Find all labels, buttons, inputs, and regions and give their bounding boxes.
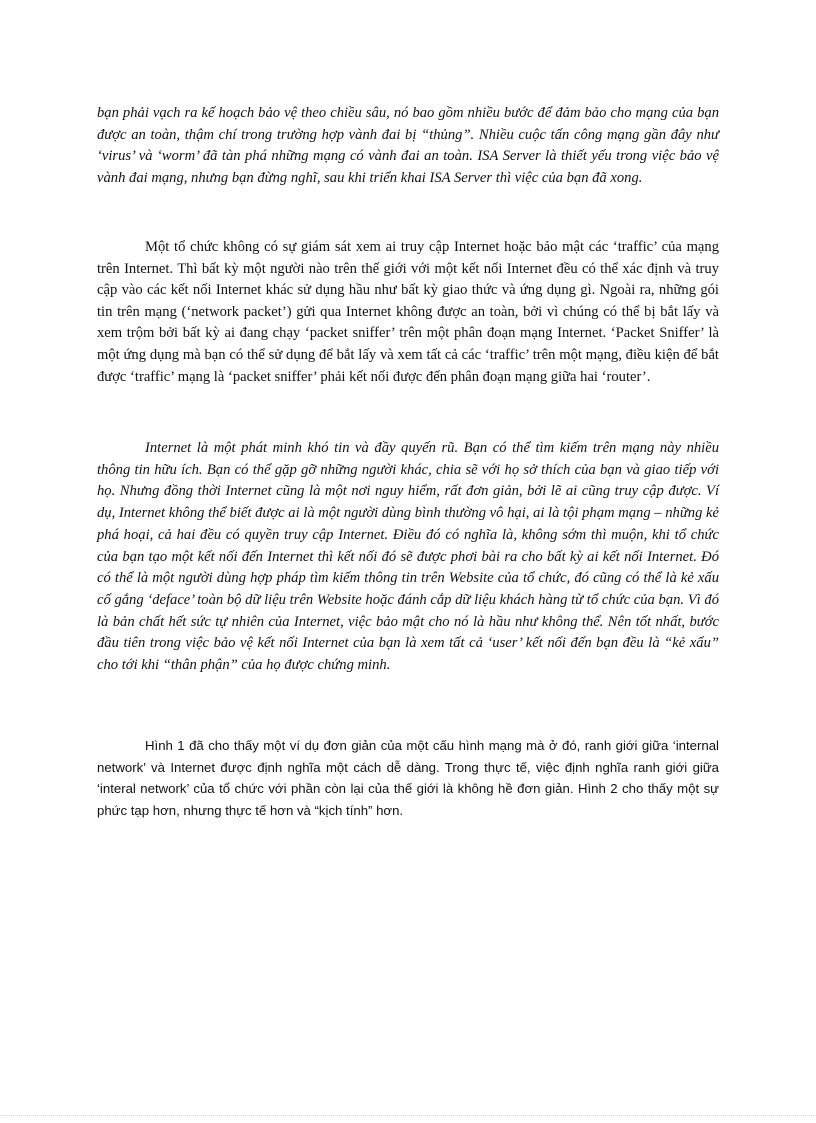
page-bottom-edge	[0, 1115, 816, 1116]
paragraph-defense-in-depth: bạn phải vạch ra kế hoạch bảo vệ theo chiều sâu, nó bao gồm nhiều bước để đảm bảo cho mạng của bạn được an toàn, thậm chí trong trường hợp vành đai bị “thủng”. Nhiều cuộc tấn công mạng gần đây như ‘virus’ và ‘worm’ đã tàn phá những mạng có vành đai an toàn. ISA Server là thiết yếu trong việc bảo vệ vành đai mạng, nhưng bạn đừng nghĩ, sau khi triển khai ISA Server thì việc của bạn đã xong.	[97, 105, 719, 187]
paragraph-figure-reference: Hình 1 đã cho thấy một ví dụ đơn giản của một cấu hình mạng mà ở đó, ranh giới giữa ‘internal network’ và Internet được định nghĩa một cách dễ dàng. Trong thực tế, việc định nghĩa ranh giới giữa ‘interal network’ của tổ chức với phần còn lại của thế giới là không hề đơn giản. Hình 2 cho thấy một sự phức tạp hơn, nhưng thực tế hơn và “kịch tính” hơn.	[97, 738, 719, 818]
paragraph-internet-danger: Internet là một phát minh khó tin và đầy quyến rũ. Bạn có thể tìm kiếm trên mạng này nhiều thông tin hữu ích. Bạn có thể gặp gỡ những người khác, chia sẽ với họ sở thích của bạn và giao tiếp với họ. Nhưng đồng thời Internet cũng là một nơi nguy hiểm, rất đơn giản, bởi lẽ ai cũng truy cập được. Ví dụ, Internet không thể biết được ai là một người dùng bình thường vô hại, ai là tội phạm mạng – những kẻ phá hoại, cả hai đều có quyền truy cập Internet. Điều đó có nghĩa là, không sớm thì muộn, khi tổ chức của bạn tạo một kết nối đến Internet thì kết nối đó sẽ được phơi bài ra cho bất kỳ ai kết nối Internet. Đó có thể là một người dùng hợp pháp tìm kiếm thông tin trên Website của tổ chức, đó cũng có thể là kẻ xấu cố gắng ‘deface’ toàn bộ dữ liệu trên Website hoặc đánh cắp dữ liệu khách hàng từ tổ chức của bạn. Vì đó là bản chất hết sức tự nhiên của Internet, việc bảo mật cho nó là hầu như không thể. Nên tốt nhất, bước đầu tiên trong việc bảo vệ kết nối Internet của bạn là xem tất cả ‘user’ kết nối đến bạn đều là “kẻ xấu” cho tới khi “thân phận” của họ được chứng minh.	[97, 440, 719, 674]
paragraph-traffic-monitoring: Một tổ chức không có sự giám sát xem ai truy cập Internet hoặc bảo mật các ‘traffic’ của mạng trên Internet. Thì bất kỳ một người nào trên thế giới với một kết nối Internet đều có thể xác định và truy cập vào các kết nối Internet khác sử dụng hầu như bất kỳ giao thức và ứng dụng gì. Ngoài ra, những gói tin trên mạng (‘network packet’) gửi qua Internet không được an toàn, bởi vì chúng có thể bị bắt lấy và xem trộm bởi bất kỳ ai đang chạy ‘packet sniffer’ trên một phân đoạn mạng Internet. ‘Packet Sniffer’ là một ứng dụng mà bạn có thể sử dụng để bắt lấy và xem tất cả các ‘traffic’ trên một mạng, điều kiện để bắt được ‘traffic’ mạng là ‘packet sniffer’ phải kết nối được đến phân đoạn mạng giữa hai ‘router’.	[97, 239, 719, 385]
